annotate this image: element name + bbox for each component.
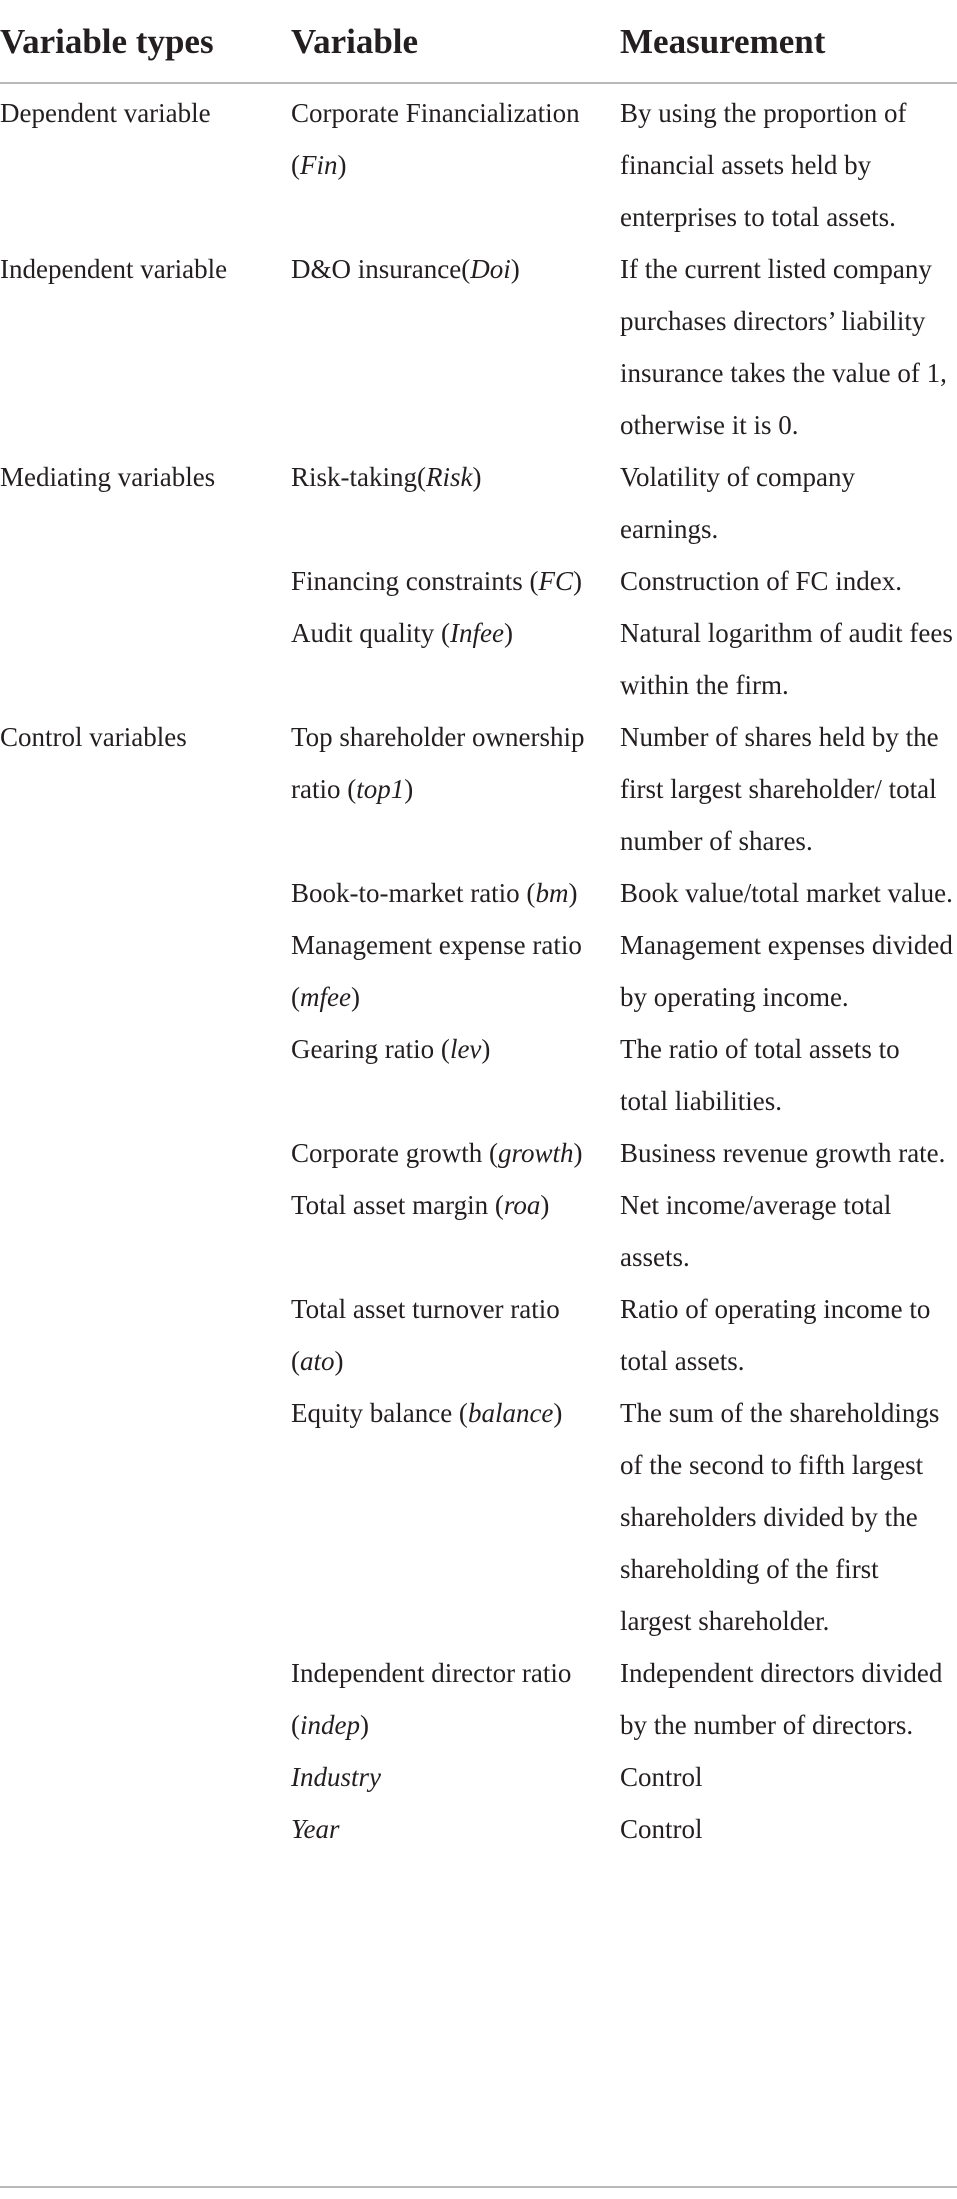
variable-type-cell: Control variables — [0, 722, 187, 752]
variable-closing-paren: ) — [572, 566, 582, 596]
variable-closing-paren: ) — [360, 1710, 369, 1740]
variable-name: Corporate Financialization ( — [291, 98, 580, 180]
measurement-cell: The sum of the shareholdings of the second to fifth largest shareholders divided by the shareholding of the first largest shareholder. — [620, 1398, 940, 1636]
measurement-cell: Independent directors divided by the number of directors. — [620, 1658, 943, 1740]
variable-closing-paren: ) — [350, 982, 360, 1012]
variable-type-cell — [0, 1387, 291, 1647]
variable-abbreviation: Risk — [426, 462, 473, 492]
variable-type-cell — [0, 919, 291, 1023]
variable-closing-paren: ) — [540, 1190, 550, 1220]
variable-cell — [291, 1647, 620, 1751]
table-row — [0, 1127, 957, 1179]
measurement-cell: If the current listed company purchases directors’ liability insurance takes the value of 1, otherwise it is 0. — [620, 254, 947, 440]
variable-name: Risk-taking( — [291, 462, 426, 492]
table-row — [0, 243, 957, 451]
variable-name: Audit quality ( — [291, 618, 450, 648]
table-header — [0, 0, 957, 83]
variable-name: Financing constraints ( — [291, 566, 539, 596]
variable-abbreviation: lev — [449, 1034, 482, 1064]
variable-cell — [291, 1803, 620, 1855]
variable-closing-paren: ) — [481, 1034, 491, 1064]
measurement-cell: Control — [620, 1762, 703, 1792]
variable-cell — [291, 1283, 620, 1387]
table-row — [0, 867, 957, 919]
variable-abbreviation: Fin — [300, 150, 338, 180]
variable-cell — [291, 1751, 620, 1803]
variable-name: Book-to-market ratio ( — [291, 878, 536, 908]
variable-abbreviation: ato — [300, 1346, 335, 1376]
table-row — [0, 1751, 957, 1803]
variable-name: Gearing ratio ( — [291, 1034, 450, 1064]
variable-abbreviation: balance — [467, 1398, 554, 1428]
variable-cell — [291, 1023, 620, 1127]
variable-abbreviation: FC — [538, 566, 573, 596]
variable-type-cell — [0, 1127, 291, 1179]
measurement-cell: Volatility of company earnings. — [620, 462, 855, 544]
measurement-cell: By using the proportion of financial assets held by enterprises to total assets. — [620, 98, 907, 232]
variable-type-cell: Mediating variables — [0, 462, 216, 492]
variable-type-cell — [0, 555, 291, 607]
variable-abbreviation: top1 — [356, 774, 405, 804]
variable-cell — [291, 1127, 620, 1179]
measurement-cell: Construction of FC index. — [620, 566, 902, 596]
header-row — [0, 0, 957, 83]
variable-abbreviation: mfee — [300, 982, 351, 1012]
variable-closing-paren: ) — [568, 878, 578, 908]
measurement-cell: Business revenue growth rate. — [620, 1138, 946, 1168]
header-measurement: Measurement — [620, 0, 957, 83]
variable-abbreviation: Year — [291, 1814, 340, 1844]
measurement-cell: Control — [620, 1814, 703, 1844]
variable-abbreviation: indep — [300, 1710, 360, 1740]
table-row — [0, 1803, 957, 1855]
table-row — [0, 83, 957, 243]
variable-type-cell — [0, 1283, 291, 1387]
table-row — [0, 1023, 957, 1127]
header-variable-types: Variable types — [0, 0, 291, 83]
variable-cell — [291, 867, 620, 919]
measurement-cell: Ratio of operating income to total assets. — [620, 1294, 931, 1376]
variable-name: D&O insurance( — [291, 254, 471, 284]
variable-name: Equity balance ( — [291, 1398, 468, 1428]
variable-abbreviation: bm — [535, 878, 569, 908]
measurement-cell: Book value/total market value. — [620, 878, 953, 908]
header-variable: Variable — [291, 0, 620, 83]
variable-abbreviation: Infee — [449, 618, 504, 648]
variable-closing-paren: ) — [510, 254, 520, 284]
variable-cell — [291, 711, 620, 867]
variable-type-cell — [0, 1751, 291, 1803]
variable-cell — [291, 919, 620, 1023]
table-row — [0, 555, 957, 607]
table-row — [0, 919, 957, 1023]
measurement-cell: Number of shares held by the first largest shareholder/ total number of shares. — [620, 722, 939, 856]
variable-name: Independent director ratio ( — [291, 1658, 572, 1740]
table-row — [0, 607, 957, 711]
variable-type-cell — [0, 1023, 291, 1127]
table-row — [0, 1283, 957, 1387]
variable-cell — [291, 607, 620, 711]
variable-cell — [291, 243, 620, 451]
table-bottom-rule — [0, 2186, 957, 2188]
variable-type-cell — [0, 607, 291, 711]
measurement-cell: Net income/average total assets. — [620, 1190, 892, 1272]
table-body — [0, 83, 957, 1855]
variable-closing-paren: ) — [553, 1398, 563, 1428]
variable-cell — [291, 1387, 620, 1647]
table-row — [0, 711, 957, 867]
variable-type-cell: Dependent variable — [0, 98, 211, 128]
variable-abbreviation: Doi — [470, 254, 511, 284]
variable-closing-paren: ) — [503, 618, 513, 648]
variable-name: Total asset turnover ratio ( — [291, 1294, 560, 1376]
measurement-cell: Natural logarithm of audit fees within the firm. — [620, 618, 953, 700]
measurement-cell: Management expenses divided by operating income. — [620, 930, 953, 1012]
variable-name: Top shareholder ownership ratio ( — [291, 722, 585, 804]
table-row — [0, 1179, 957, 1283]
variable-type-cell — [0, 1803, 291, 1855]
variable-closing-paren: ) — [404, 774, 414, 804]
variable-closing-paren: ) — [337, 150, 347, 180]
variable-cell — [291, 555, 620, 607]
variable-closing-paren: ) — [334, 1346, 344, 1376]
table-row — [0, 1387, 957, 1647]
variable-name: Management expense ratio ( — [291, 930, 582, 1012]
variable-name: Total asset margin ( — [291, 1190, 504, 1220]
variable-cell — [291, 451, 620, 555]
variable-type-cell: Independent variable — [0, 254, 228, 284]
variable-cell — [291, 83, 620, 243]
variable-abbreviation: Industry — [291, 1762, 381, 1792]
variable-type-cell — [0, 1647, 291, 1751]
variable-type-cell — [0, 867, 291, 919]
variable-closing-paren: ) — [472, 462, 482, 492]
variable-type-cell — [0, 1179, 291, 1283]
variable-abbreviation: roa — [503, 1190, 541, 1220]
variable-closing-paren: ) — [573, 1138, 583, 1168]
measurement-cell: The ratio of total assets to total liabilities. — [620, 1034, 900, 1116]
variable-cell — [291, 1179, 620, 1283]
variable-name: Corporate growth ( — [291, 1138, 498, 1168]
table-row — [0, 1647, 957, 1751]
variable-abbreviation: growth — [497, 1138, 574, 1168]
table-row — [0, 451, 957, 555]
